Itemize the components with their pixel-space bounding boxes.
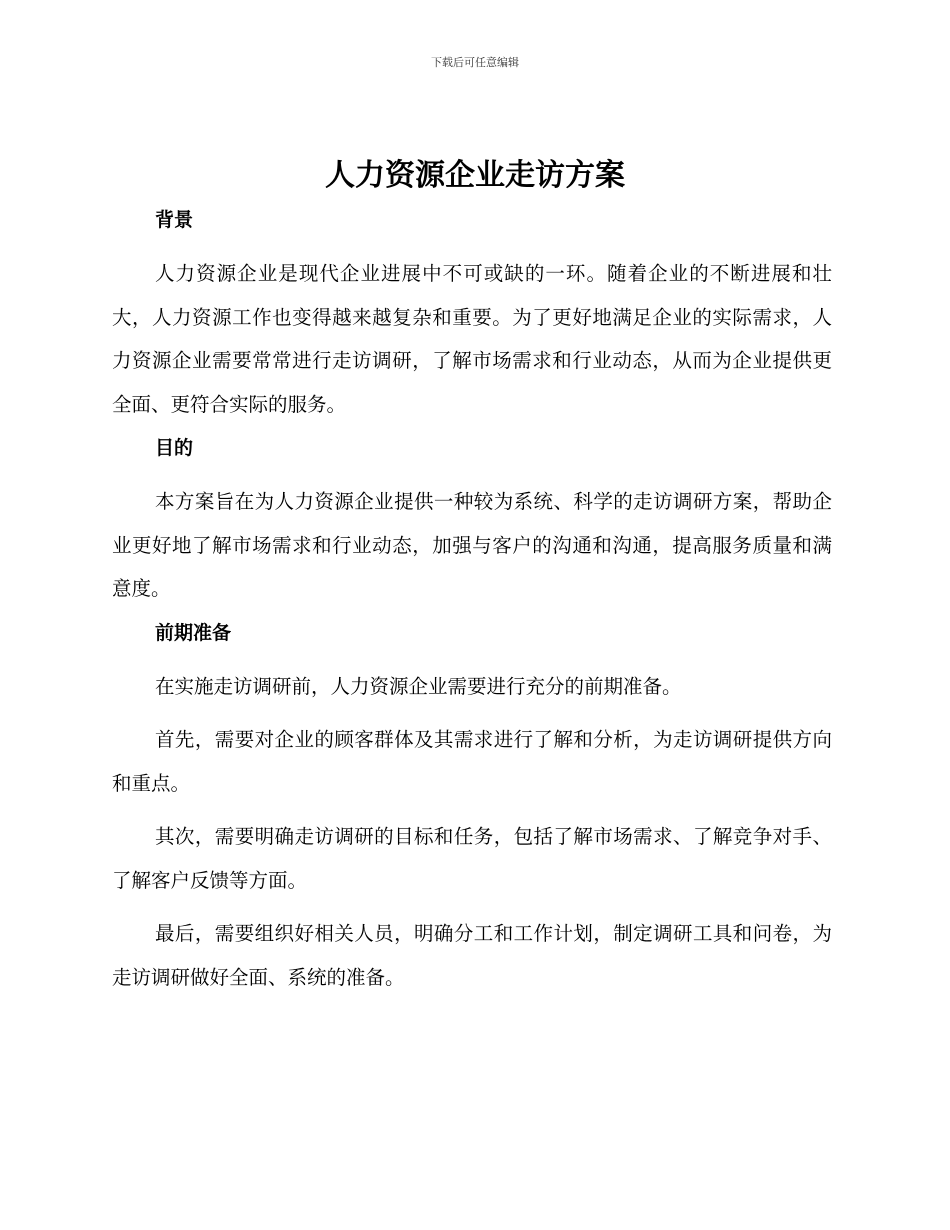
paragraph: 人力资源企业是现代企业进展中不可或缺的一环。随着企业的不断进展和壮大，人力资源工作也变得越来越复杂和重要。为了更好地满足企业的实际需求，人力资源企业需要常常进行走访调研，了解市场需求和行业动态，从而为企业提供更全面、更符合实际的服务。 — [112, 262, 832, 416]
paragraph: 最后，需要组织好相关人员，明确分工和工作计划，制定调研工具和问卷，为走访调研做好全面、系统的准备。 — [112, 922, 832, 989]
paragraph: 在实施走访调研前，人力资源企业需要进行充分的前期准备。 — [155, 674, 682, 698]
section-heading-preparation: 前期准备 — [155, 621, 232, 644]
paragraph: 本方案旨在为人力资源企业提供一种较为系统、科学的走访调研方案，帮助企业更好地了解市场需求和行业动态，加强与客户的沟通和沟通，提高服务质量和满意度。 — [112, 490, 832, 600]
document-title: 人力资源企业走访方案 — [325, 158, 625, 193]
paragraph: 其次，需要明确走访调研的目标和任务，包括了解市场需求、了解竞争对手、了解客户反馈等方面。 — [112, 825, 832, 892]
document-body — [112, 198, 832, 1009]
section-heading-purpose: 目的 — [155, 437, 194, 459]
section-heading-background: 背景 — [155, 209, 194, 231]
paragraph: 首先，需要对企业的顾客群体及其需求进行了解和分析，为走访调研提供方向和重点。 — [112, 728, 832, 795]
header-note: 下载后可任意编辑 — [431, 56, 519, 69]
